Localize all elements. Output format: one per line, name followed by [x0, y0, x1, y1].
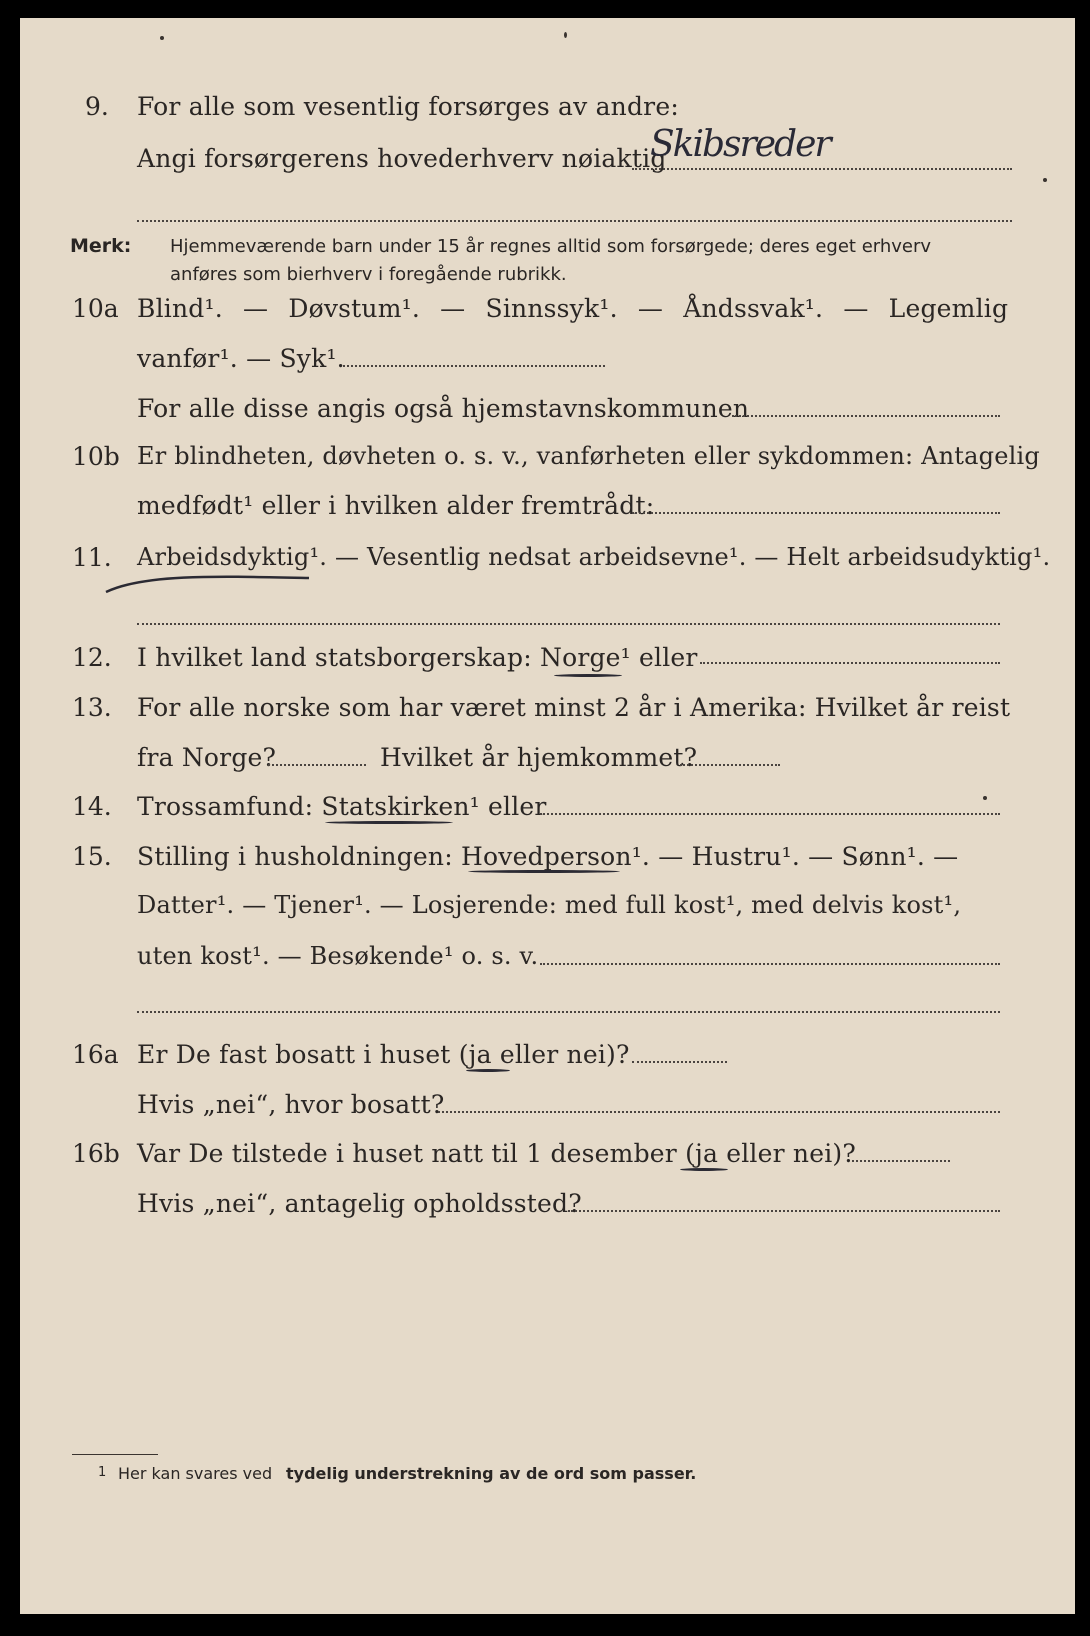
question-13-line-1: For alle norske som har været minst 2 år i Amerika: Hvilket år reist	[137, 693, 1011, 722]
question-16b-opholdssted-answer-line	[568, 1210, 1000, 1212]
question-15-line-3: uten kost¹. — Besøkende¹ o. s. v.	[137, 942, 539, 970]
footnote-text-b: tydelig understrekning av de ord som passer.	[286, 1464, 697, 1483]
question-14-statskirken-underline	[325, 821, 453, 824]
question-16b-line-1: Var De tilstede i huset natt til 1 desember (ja eller nei)?	[137, 1139, 856, 1168]
question-16a-ja-underline	[466, 1069, 510, 1072]
question-11-line-1: Arbeidsdyktig¹. — Vesentlig nedsat arbeidsevne¹. — Helt arbeidsudyktig¹.	[137, 543, 1051, 571]
question-10b-line-1: Er blindheten, døvheten o. s. v., vanførheten eller sykdommen: Antagelig	[137, 442, 1040, 470]
question-16b-ja-underline	[680, 1168, 728, 1171]
question-13-number: 13.	[72, 693, 112, 722]
question-15-extra-line	[137, 1011, 1000, 1013]
question-14-line-1: Trossamfund: Statskirken¹ eller	[137, 792, 547, 821]
ink-speck	[564, 32, 567, 38]
question-10a-line-2: vanfør¹. — Syk¹.	[137, 344, 345, 373]
question-13-hjemkommet-answer-line	[680, 764, 780, 766]
footnote-rule	[72, 1454, 158, 1455]
question-9-line-2: Angi forsørgerens hovederhverv nøiaktig	[137, 144, 667, 173]
census-form-page	[20, 18, 1075, 1614]
merk-label: Merk:	[70, 235, 132, 257]
question-11-number: 11.	[72, 543, 112, 572]
question-16a-answer-line	[632, 1061, 727, 1063]
question-13-line-2-b: Hvilket år hjemkommet?	[380, 743, 698, 772]
question-14-answer-line	[540, 813, 1000, 815]
question-10a-line-3-answer	[732, 415, 1000, 417]
question-10a-number: 10a	[72, 294, 119, 323]
question-10b-number: 10b	[72, 442, 120, 471]
question-11-extra-line	[137, 623, 1000, 625]
question-16a-number: 16a	[72, 1040, 119, 1069]
question-9-number: 9.	[85, 92, 109, 121]
question-10b-answer-line	[632, 512, 1000, 514]
question-9-handwritten-answer[interactable]: Skibsreder	[650, 124, 830, 165]
question-12-norge-underline	[554, 674, 622, 677]
question-13-line-2-a: fra Norge?	[137, 743, 277, 772]
question-9-extra-line	[137, 220, 1012, 222]
question-13-reist-answer-line	[268, 764, 366, 766]
question-12-answer-line	[700, 662, 1000, 664]
question-16a-line-2: Hvis „nei“, hvor bosatt?	[137, 1090, 445, 1119]
question-16b-line-2: Hvis „nei“, antagelig opholdssted?	[137, 1189, 582, 1218]
question-9-answer-line	[632, 168, 1012, 170]
question-12-line-1: I hvilket land statsborgerskap: Norge¹ eller	[137, 643, 698, 672]
footnote-text-a: Her kan svares ved	[118, 1464, 273, 1483]
question-14-number: 14.	[72, 792, 112, 821]
footnote-mark: 1	[98, 1465, 107, 1480]
question-10a-line-2-answer	[343, 365, 605, 367]
question-15-number: 15.	[72, 842, 112, 871]
question-10b-line-2: medfødt¹ eller i hvilken alder fremtrådt:	[137, 491, 655, 520]
question-15-answer-line	[540, 963, 1000, 965]
question-12-number: 12.	[72, 643, 112, 672]
question-10a-line-1: Blind¹. — Døvstum¹. — Sinnssyk¹. — Åndssvak¹. — Legemlig	[137, 294, 1009, 323]
question-15-line-2: Datter¹. — Tjener¹. — Losjerende: med full kost¹, med delvis kost¹,	[137, 891, 962, 919]
merk-text-line-2: anføres som bierhverv i foregående rubrikk.	[170, 264, 567, 285]
question-15-hovedperson-underline	[468, 870, 620, 873]
question-16b-number: 16b	[72, 1139, 120, 1168]
question-16a-bosatt-answer-line	[438, 1111, 1000, 1113]
ink-speck	[983, 796, 987, 800]
question-15-line-1: Stilling i husholdningen: Hovedperson¹. — Hustru¹. — Sønn¹. —	[137, 842, 959, 871]
question-10a-line-3: For alle disse angis også hjemstavnskommunen	[137, 394, 750, 423]
question-16b-answer-line	[852, 1160, 950, 1162]
question-16a-line-1: Er De fast bosatt i huset (ja eller nei)?	[137, 1040, 630, 1069]
question-9-line-1: For alle som vesentlig forsørges av andre:	[137, 92, 679, 121]
merk-text-line-1: Hjemmeværende barn under 15 år regnes alltid som forsørgede; deres eget erhverv	[170, 236, 932, 257]
question-11-handwritten-mark	[104, 556, 314, 596]
ink-speck	[1043, 178, 1047, 182]
ink-speck	[160, 36, 164, 40]
